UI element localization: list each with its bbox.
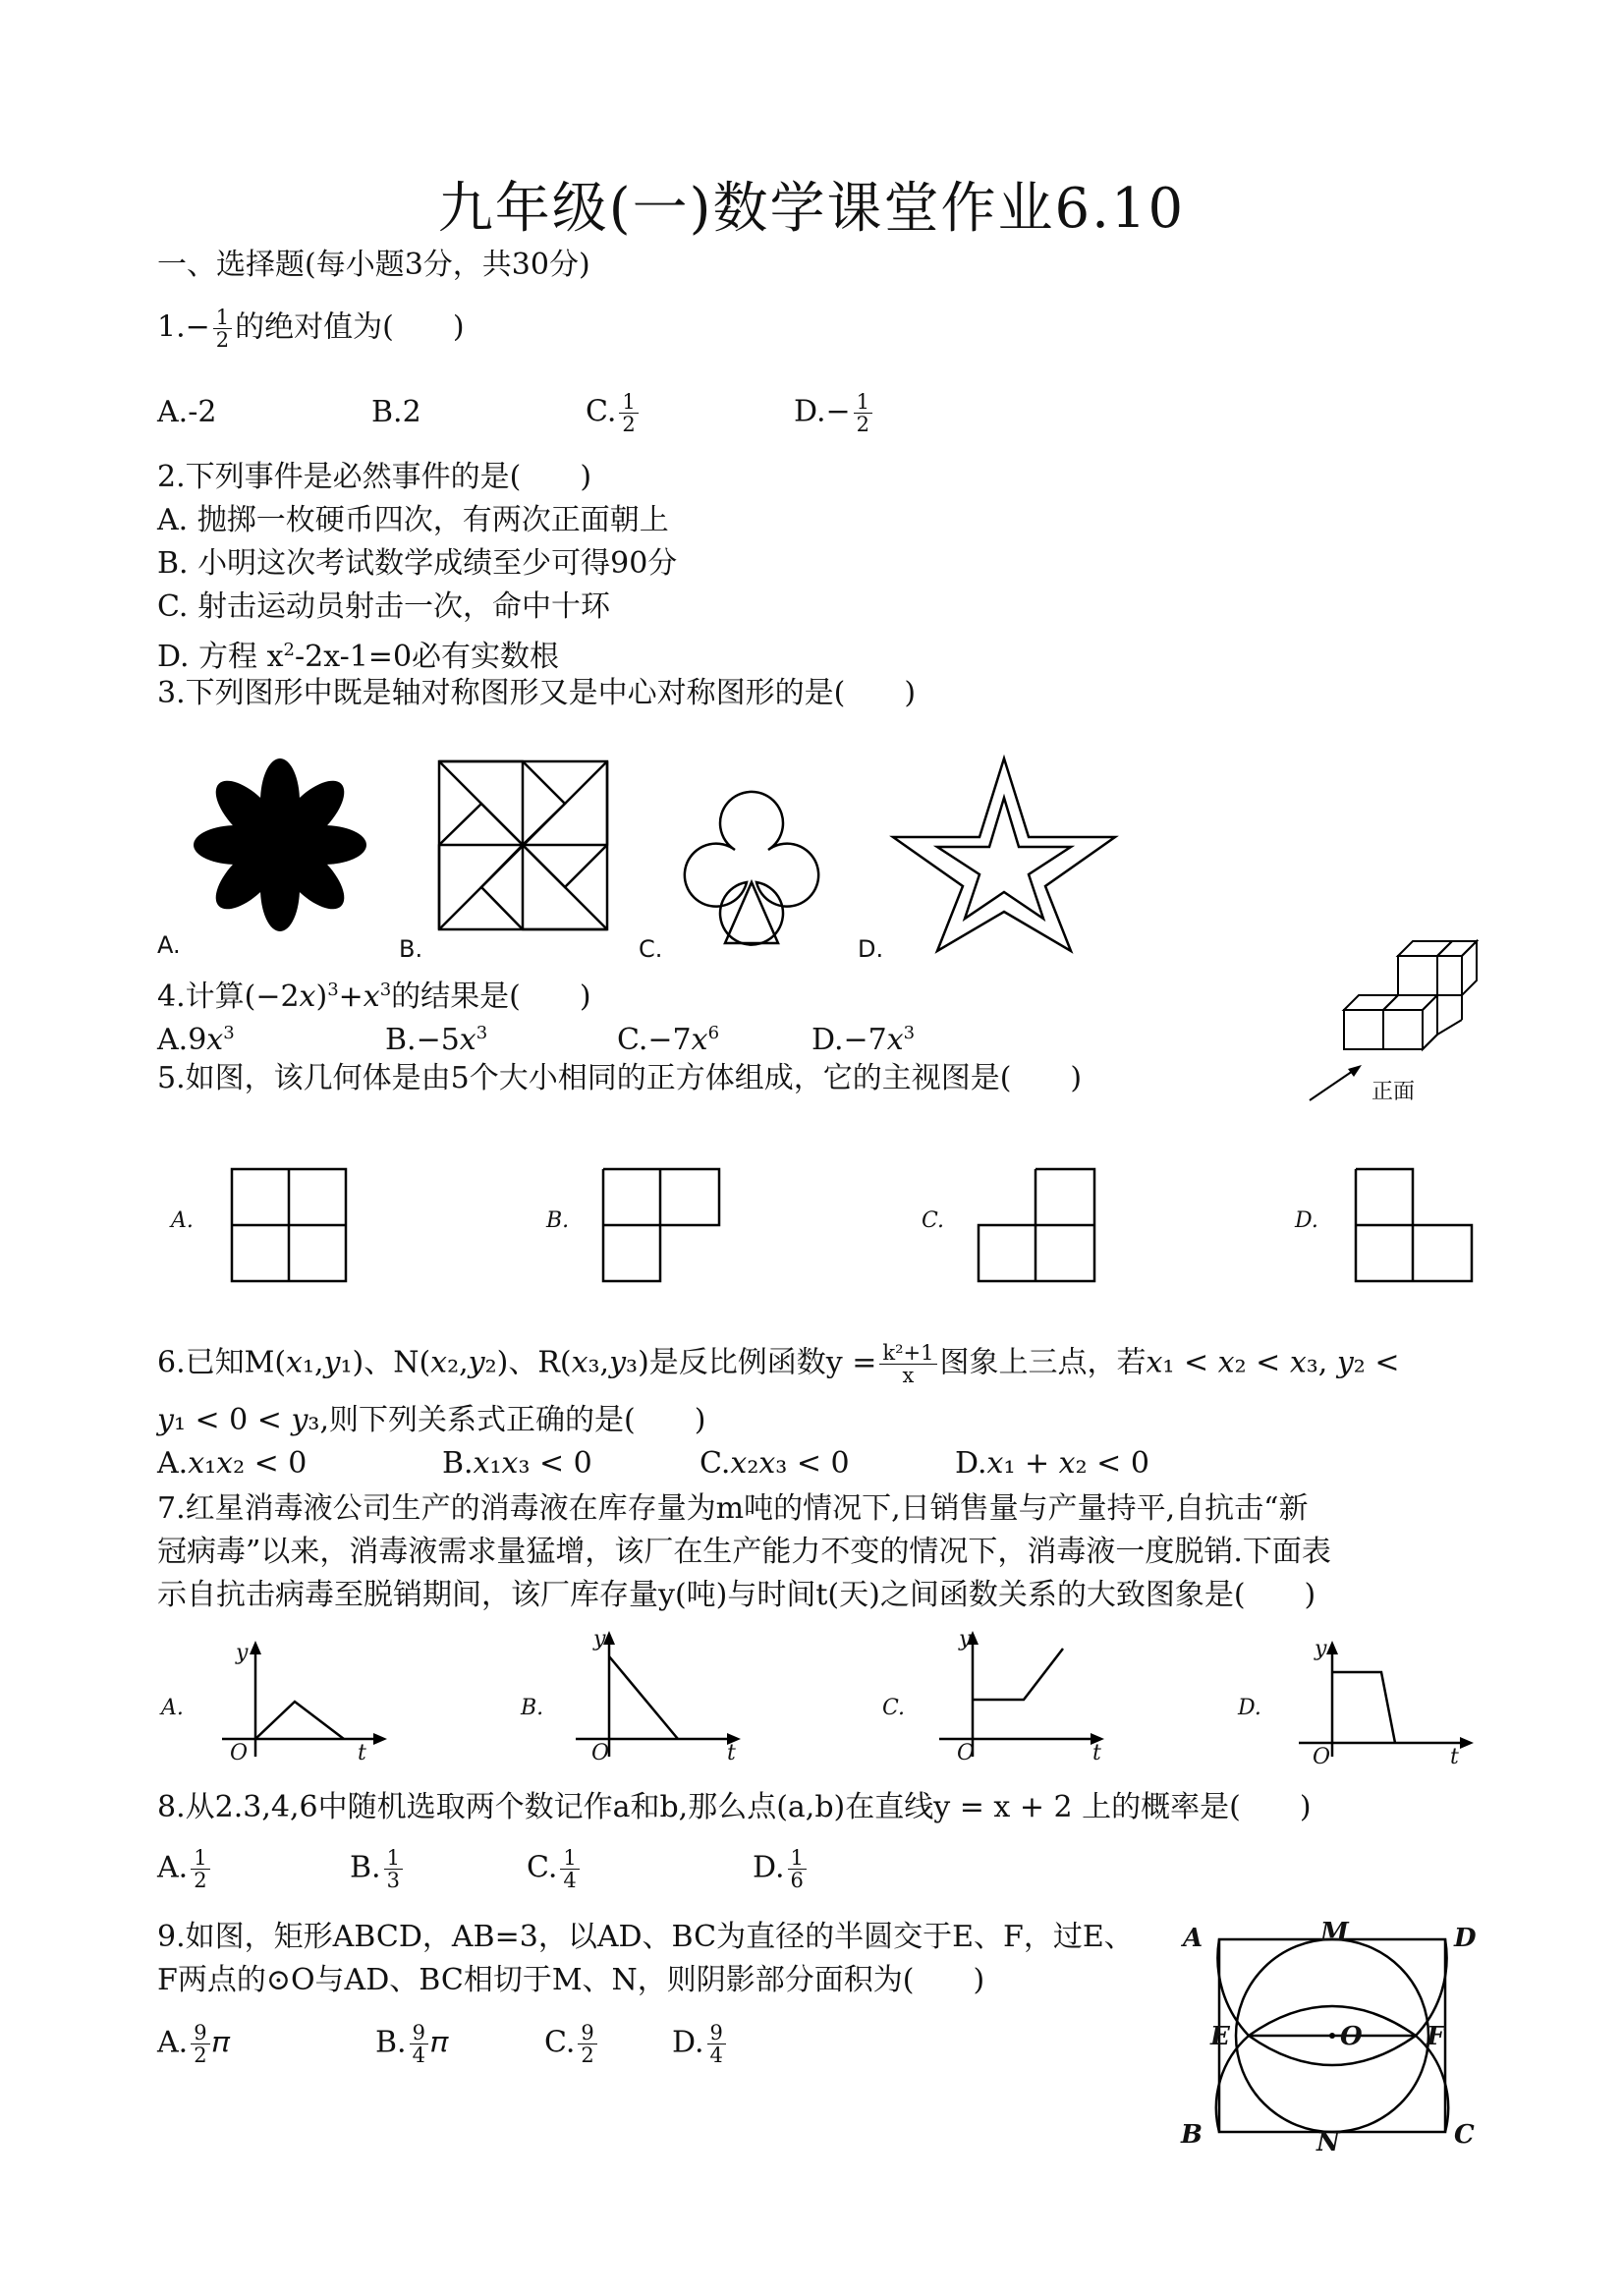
q6-line1 <box>157 1342 1400 1386</box>
q7-a-o: O <box>230 1741 249 1765</box>
q6-option-c[interactable]: C.𝑥₂𝑥₃ < 0 <box>700 1446 850 1481</box>
q1-option-d[interactable] <box>794 391 875 435</box>
q7-b-o: O <box>591 1741 610 1765</box>
q2-option-d[interactable] <box>157 633 559 675</box>
q9-b-num: 9 <box>410 2022 428 2044</box>
q3-figure-d[interactable] <box>891 756 1117 953</box>
q7-line1: 7.红星消毒液公司生产的消毒液在库存量为m吨的情况下,日销售量与产量持平,自抗击“新 <box>157 1491 1309 1526</box>
q9-c-den: 2 <box>581 2044 594 2067</box>
q4-b-text: B.−5𝑥 <box>385 1023 476 1057</box>
q7-a-t: t <box>358 1741 366 1765</box>
q3-label-d: D. <box>858 935 884 963</box>
q9-rectangle-figure <box>1214 1937 1450 2134</box>
q2-stem: 2.下列事件是必然事件的是( ) <box>157 460 592 494</box>
q1-number: 1. <box>157 309 186 345</box>
q4-a-text: A.9𝑥 <box>157 1023 224 1057</box>
q5-label-d: D. <box>1295 1208 1318 1233</box>
q9-point-a: A <box>1183 1924 1203 1953</box>
q3-label-c: C. <box>639 935 663 963</box>
q7-line2: 冠病毒”以来，消毒液需求量猛增，该厂在生产能力不变的情况下，消毒液一度脱销.下面表 <box>157 1535 1331 1569</box>
q8-b-frac <box>384 1847 403 1891</box>
q8-option-d[interactable] <box>753 1847 810 1891</box>
q7-label-b: B. <box>521 1696 544 1720</box>
q5-label-c: C. <box>922 1208 945 1233</box>
q8-option-c[interactable] <box>527 1847 583 1891</box>
q9-point-d: D <box>1454 1924 1477 1953</box>
q7-label-d: D. <box>1238 1696 1261 1720</box>
q8-c-num: 1 <box>560 1847 579 1870</box>
q9-a-pi: 𝜋 <box>212 2025 231 2060</box>
q6-option-d[interactable]: D.𝑥₁ + 𝑥₂ < 0 <box>955 1446 1149 1481</box>
q4-option-b[interactable] <box>385 1016 487 1058</box>
q9-b-frac <box>410 2022 428 2066</box>
q3-figure-b[interactable] <box>437 759 609 931</box>
q8-stem: 8.从2.3,4,6中随机选取两个数记作a和b,那么点(a,b)在直线y = x + 2 上的概率是( ) <box>157 1790 1312 1824</box>
q9-line2: F两点的⊙O与AD、BC相切于M、N，则阴影部分面积为( ) <box>157 1963 985 1997</box>
q5-option-b-view[interactable] <box>601 1167 721 1283</box>
q8-a-label: A. <box>157 1850 189 1885</box>
q4-d-text: D.−7𝑥 <box>812 1023 904 1057</box>
q3-label-a: A. <box>157 931 181 959</box>
q4-exp2: 3 <box>379 980 392 1000</box>
q8-c-frac <box>560 1847 579 1891</box>
q9-point-f: F <box>1427 2022 1445 2051</box>
q7-a-y: y <box>236 1641 249 1665</box>
q8-b-den: 3 <box>386 1869 400 1892</box>
q4-a-exp: 3 <box>223 1023 235 1043</box>
q7-c-y: y <box>959 1627 972 1652</box>
q1-c-den: 2 <box>622 413 636 436</box>
q1-stem-text: 的绝对值为( ) <box>235 309 465 345</box>
q8-b-label: B. <box>350 1850 381 1885</box>
q4-stem <box>157 973 591 1015</box>
q1-frac-num: 1 <box>213 307 232 329</box>
q5-front-label: 正面 <box>1371 1080 1416 1104</box>
q9-d-num: 9 <box>707 2022 726 2044</box>
q1-c-num: 1 <box>619 391 638 414</box>
q1-option-d-label: D.− <box>794 394 851 429</box>
q6-line2: 𝑦₁ < 0 < 𝑦₃,则下列关系式正确的是( ) <box>157 1403 706 1437</box>
q4-option-a[interactable] <box>157 1016 235 1058</box>
q9-option-a[interactable] <box>157 2022 230 2066</box>
section-heading: 一、选择题(每小题3分，共30分) <box>157 248 590 282</box>
q5-label-a: A. <box>171 1208 194 1233</box>
q4-mid: +𝑥 <box>338 980 380 1014</box>
q5-option-a-view[interactable] <box>230 1167 348 1283</box>
q1-option-d-frac <box>854 391 872 435</box>
q7-d-t: t <box>1450 1745 1459 1769</box>
q7-b-y: y <box>593 1627 606 1652</box>
q4-option-d[interactable] <box>812 1016 915 1058</box>
q5-option-c-view[interactable] <box>977 1167 1096 1283</box>
q9-point-o: O <box>1340 2022 1363 2051</box>
q2-d-pre: D. 方程 x <box>157 640 284 674</box>
q9-a-label: A. <box>157 2025 189 2060</box>
q9-option-b[interactable] <box>375 2022 449 2066</box>
q8-d-num: 1 <box>788 1847 807 1870</box>
q9-a-frac <box>191 2022 209 2066</box>
q9-b-pi: 𝜋 <box>430 2025 449 2060</box>
q7-c-t: t <box>1092 1741 1101 1765</box>
q8-option-a[interactable] <box>157 1847 213 1891</box>
q8-a-num: 1 <box>191 1847 209 1870</box>
q6-option-b[interactable]: B.𝑥₁𝑥₃ < 0 <box>442 1446 592 1481</box>
q3-figure-a[interactable] <box>187 756 373 933</box>
q1-option-c-frac <box>619 391 638 435</box>
q1-d-den: 2 <box>856 413 870 436</box>
q9-b-label: B. <box>375 2025 407 2060</box>
q7-b-t: t <box>727 1741 736 1765</box>
q1-option-c[interactable] <box>586 391 642 435</box>
q1-d-num: 1 <box>854 391 872 414</box>
q9-d-den: 4 <box>709 2044 723 2067</box>
q9-point-m: M <box>1320 1918 1349 1947</box>
q9-c-label: C. <box>544 2025 576 2060</box>
q1-fraction <box>213 307 232 351</box>
q4-b-exp: 3 <box>476 1023 488 1043</box>
q4-c-exp: 6 <box>707 1023 720 1043</box>
q8-c-label: C. <box>527 1850 558 1885</box>
q8-option-b[interactable] <box>350 1847 406 1891</box>
q7-label-a: A. <box>161 1696 184 1720</box>
q9-point-b: B <box>1181 2120 1203 2150</box>
q5-stem: 5.如图，该几何体是由5个大小相同的正方体组成，它的主视图是( ) <box>157 1061 1083 1095</box>
q1-stem <box>157 307 465 351</box>
q7-d-o: O <box>1313 1745 1331 1769</box>
q4-exp1: 3 <box>327 980 339 1000</box>
q5-label-b: B. <box>546 1208 570 1233</box>
q2-option-a[interactable]: A. 抛掷一枚硬币四次，有两次正面朝上 <box>157 503 669 537</box>
q4-c-text: C.−7𝑥 <box>617 1023 708 1057</box>
q4-stem-post: 的结果是( ) <box>391 980 591 1014</box>
q3-label-b: B. <box>399 935 423 963</box>
q9-option-c[interactable] <box>544 2022 600 2066</box>
q6-fraction <box>879 1342 936 1386</box>
q9-line1: 9.如图，矩形ABCD，AB=3，以AD、BC为直径的半圆交于E、F，过E、 <box>157 1920 1134 1954</box>
q4-option-c[interactable] <box>617 1016 719 1058</box>
q9-point-c: C <box>1454 2120 1475 2150</box>
q5-option-d-view[interactable] <box>1354 1167 1474 1283</box>
q7-line3: 示自抗击病毒至脱销期间，该厂库存量y(吨)与时间t(天)之间函数关系的大致图象是( ) <box>157 1578 1316 1612</box>
q7-label-c: C. <box>882 1696 906 1720</box>
q9-b-den: 4 <box>412 2044 425 2067</box>
q7-c-o: O <box>957 1741 976 1765</box>
q4-d-exp: 3 <box>903 1023 916 1043</box>
q7-d-y: y <box>1315 1637 1327 1661</box>
q8-a-den: 2 <box>194 1869 207 1892</box>
q9-a-num: 9 <box>191 2022 209 2044</box>
q1-frac-den: 2 <box>215 328 230 352</box>
q6-line1-pre: 6.已知M(𝑥₁,𝑦₁)、N(𝑥₂,𝑦₂)、R(𝑥₃,𝑦₃)是反比例函数y = <box>157 1345 877 1380</box>
q9-c-num: 9 <box>578 2022 596 2044</box>
q8-d-label: D. <box>753 1850 785 1885</box>
q9-point-e: E <box>1210 2022 1230 2051</box>
q8-c-den: 4 <box>563 1869 577 1892</box>
q6-frac-den: x <box>902 1364 915 1387</box>
q9-d-frac <box>707 2022 726 2066</box>
q1-option-b[interactable]: B.2 <box>371 395 421 429</box>
q9-a-den: 2 <box>194 2044 207 2067</box>
q2-option-b[interactable]: B. 小明这次考试数学成绩至少可得90分 <box>157 546 678 581</box>
page-title: 九年级(一)数学课堂作业6.10 <box>437 177 1186 241</box>
q9-c-frac <box>578 2022 596 2066</box>
q8-d-frac <box>788 1847 807 1891</box>
q1-option-c-label: C. <box>586 394 617 429</box>
q9-option-d[interactable] <box>672 2022 729 2066</box>
q2-d-post: -2x-1=0必有实数根 <box>294 640 560 674</box>
q9-d-label: D. <box>672 2025 704 2060</box>
q3-stem: 3.下列图形中既是轴对称图形又是中心对称图形的是( ) <box>157 676 917 710</box>
q8-a-frac <box>191 1847 209 1891</box>
q2-option-c[interactable]: C. 射击运动员射击一次，命中十环 <box>157 589 610 624</box>
q4-stem-pre: 4.计算(−2𝑥) <box>157 980 328 1014</box>
q1-neg: − <box>185 309 210 345</box>
q8-b-num: 1 <box>384 1847 403 1870</box>
q2-d-sup: 2 <box>283 640 295 660</box>
q6-option-a[interactable]: A.𝑥₁𝑥₂ < 0 <box>157 1446 308 1481</box>
q9-point-n: N <box>1316 2128 1340 2157</box>
q8-d-den: 6 <box>790 1869 804 1892</box>
q3-figure-c[interactable] <box>678 756 825 948</box>
q1-option-a[interactable]: A.-2 <box>157 395 217 429</box>
q6-line1-post: 图象上三点，若𝑥₁ < 𝑥₂ < 𝑥₃, 𝑦₂ < <box>939 1345 1400 1380</box>
q6-frac-num: k²+1 <box>879 1342 936 1365</box>
